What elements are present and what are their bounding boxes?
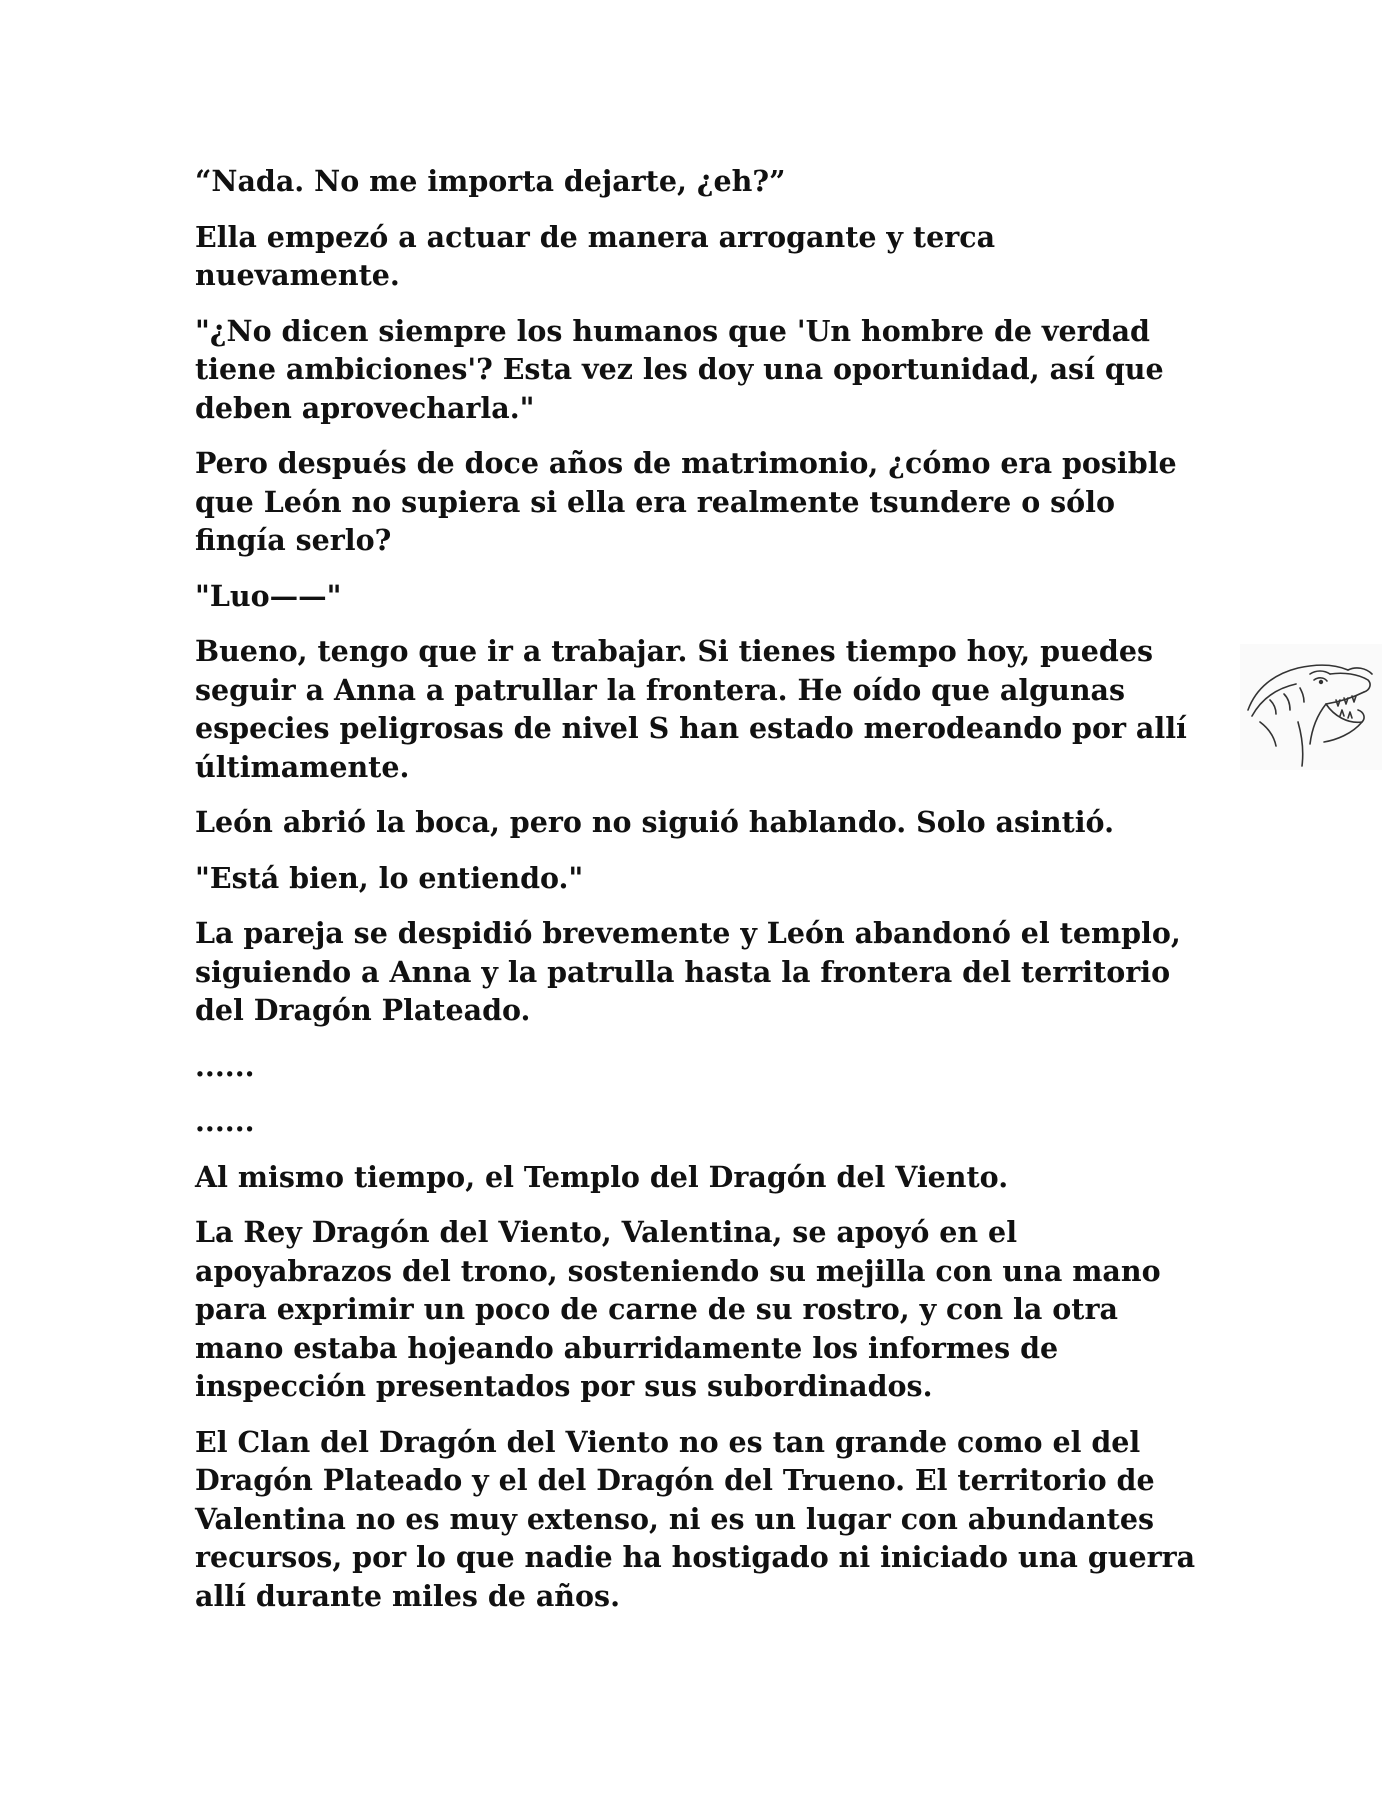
paragraph: La pareja se despidió brevemente y León abandonó el templo, siguiendo a Anna y la patrulla hasta la frontera del territorio del Dragón Plateado.: [195, 916, 1181, 1027]
document-body: [195, 162, 1205, 1632]
paragraph: Bueno, tengo que ir a trabajar. Si tienes tiempo hoy, puedes seguir a Anna a patrullar la frontera. He oído que algunas especies peligrosas de nivel S han estado merodeando por allí últimamente.: [195, 634, 1187, 784]
paragraph: “Nada. No me importa dejarte, ¿eh?”: [195, 164, 786, 198]
paragraph: Ella empezó a actuar de manera arrogante y terca nuevamente.: [195, 219, 996, 292]
scene-break: ......: [195, 1104, 255, 1138]
dragon-head-sketch-icon: [1240, 644, 1382, 770]
paragraph: "Luo——": [195, 578, 342, 613]
paragraph: León abrió la boca, pero no siguió hablando. Solo asintió.: [195, 805, 1114, 839]
paragraph: "Está bien, lo entiendo.": [195, 860, 584, 895]
paragraph: "¿No dicen siempre los humanos que 'Un hombre de verdad tiene ambiciones'? Esta vez les doy una oportunidad, así que deben aprovecharla.": [195, 313, 1164, 425]
paragraph: El Clan del Dragón del Viento no es tan grande como el del Dragón Plateado y el del Dragón del Trueno. El territorio de Valentina no es muy extenso, ni es un lugar con abundantes recursos, por lo que nadie ha hostigado ni iniciado una guerra allí durante miles de años.: [195, 1424, 1196, 1613]
paragraph: Pero después de doce años de matrimonio, ¿cómo era posible que León no supiera si ella era realmente tsundere o sólo fingía serlo?: [195, 446, 1177, 557]
scene-break: ......: [195, 1048, 255, 1083]
paragraph: Al mismo tiempo, el Templo del Dragón del Viento.: [195, 1159, 1009, 1194]
paragraph: La Rey Dragón del Viento, Valentina, se apoyó en el apoyabrazos del trono, sosteniendo su mejilla con una mano para exprimir un poco de carne de su rostro, y con la otra mano estaba hojeando aburridamente los informes de inspección presentados por sus subordinados.: [195, 1215, 1161, 1403]
